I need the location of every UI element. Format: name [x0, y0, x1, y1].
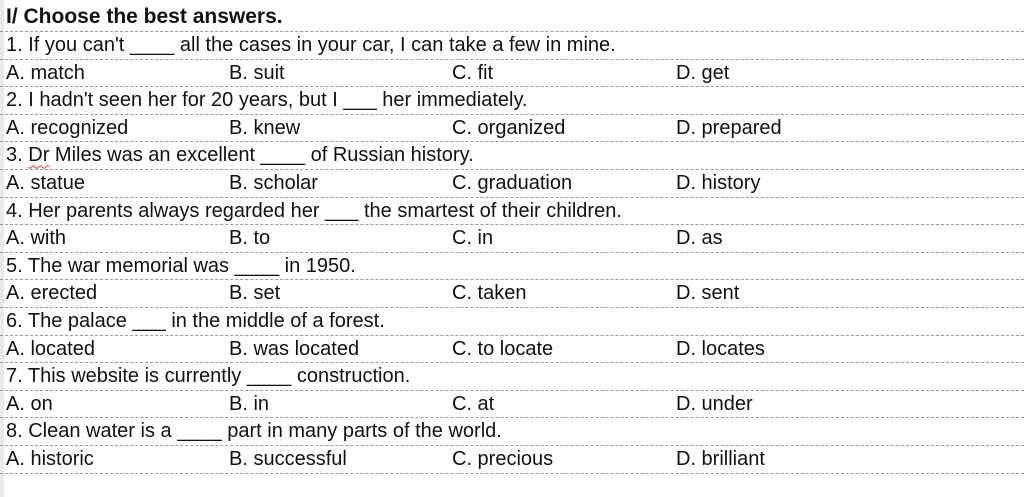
question-5-option-c: C. taken [452, 282, 527, 305]
question-8-option-c: C. precious [452, 447, 554, 470]
question-3-stem-rest: Miles was an excellent ____ of Russian history. [49, 144, 474, 167]
question-8-option-a: A. historic [6, 447, 94, 470]
question-2-option-c: C. organized [452, 116, 566, 139]
question-8-options [0, 446, 1024, 474]
question-2-options [0, 115, 1024, 143]
question-6-row [0, 308, 1024, 336]
question-7-stem: 7. This website is currently ____ construction. [6, 365, 411, 388]
title-row [0, 0, 1024, 32]
question-8-stem: 8. Clean water is a ____ part in many parts of the world. [6, 420, 502, 443]
question-4-option-b: B. to [229, 227, 271, 250]
question-5-row [0, 253, 1024, 281]
question-6-options [0, 336, 1024, 364]
question-5-options [0, 280, 1024, 308]
question-1-option-b: B. suit [229, 61, 285, 84]
question-5-option-d: D. sent [676, 282, 740, 305]
question-3-number: 3. [6, 144, 29, 167]
question-1-row [0, 32, 1024, 60]
spellcheck-flagged-word: Dr [28, 144, 50, 167]
question-7-option-b: B. in [229, 392, 270, 415]
question-2-option-a: A. recognized [6, 116, 129, 139]
question-3-stem [6, 142, 474, 169]
question-1-stem: 1. If you can't ____ all the cases in your car, I can take a few in mine. [6, 34, 616, 56]
question-3-options [0, 170, 1024, 198]
question-1-option-d: D. get [676, 61, 730, 84]
question-7-options [0, 391, 1024, 419]
question-6-option-a: A. located [6, 337, 95, 360]
question-4-stem: 4. Her parents always regarded her ___ the smartest of their children. [6, 199, 622, 222]
question-2-row [0, 87, 1024, 115]
worksheet-title: I/ Choose the best answers. [6, 5, 283, 28]
question-6-option-c: C. to locate [452, 337, 554, 360]
question-5-option-b: B. set [229, 282, 281, 305]
question-6-stem: 6. The palace ___ in the middle of a forest. [6, 309, 385, 332]
question-8-option-d: D. brilliant [676, 447, 765, 470]
question-4-options [0, 225, 1024, 253]
question-1-options [0, 60, 1024, 88]
question-3-row [0, 142, 1024, 170]
question-7-option-a: A. on [6, 392, 53, 415]
question-8-option-b: B. successful [229, 447, 347, 470]
question-2-stem: 2. I hadn't seen her for 20 years, but I ___ her immediately. [6, 89, 528, 112]
question-1-option-a: A. match [6, 61, 85, 84]
question-3-option-d: D. history [676, 171, 761, 194]
question-1-option-c: C. fit [452, 61, 494, 84]
question-7-option-c: C. at [452, 392, 495, 415]
question-2-option-b: B. knew [229, 116, 301, 139]
question-8-row [0, 418, 1024, 446]
question-4-row [0, 198, 1024, 226]
question-3-option-a: A. statue [6, 171, 85, 194]
question-3-option-c: C. graduation [452, 171, 573, 194]
question-4-option-d: D. as [676, 227, 723, 250]
question-3-option-b: B. scholar [229, 171, 318, 194]
question-7-option-d: D. under [676, 392, 753, 415]
question-6-option-b: B. was located [229, 337, 360, 360]
question-5-stem: 5. The war memorial was ____ in 1950. [6, 254, 356, 277]
question-6-option-d: D. locates [676, 337, 765, 360]
question-5-option-a: A. erected [6, 282, 98, 305]
question-4-option-a: A. with [6, 227, 67, 250]
question-2-option-d: D. prepared [676, 116, 782, 139]
question-4-option-c: C. in [452, 227, 494, 250]
question-7-row [0, 363, 1024, 391]
